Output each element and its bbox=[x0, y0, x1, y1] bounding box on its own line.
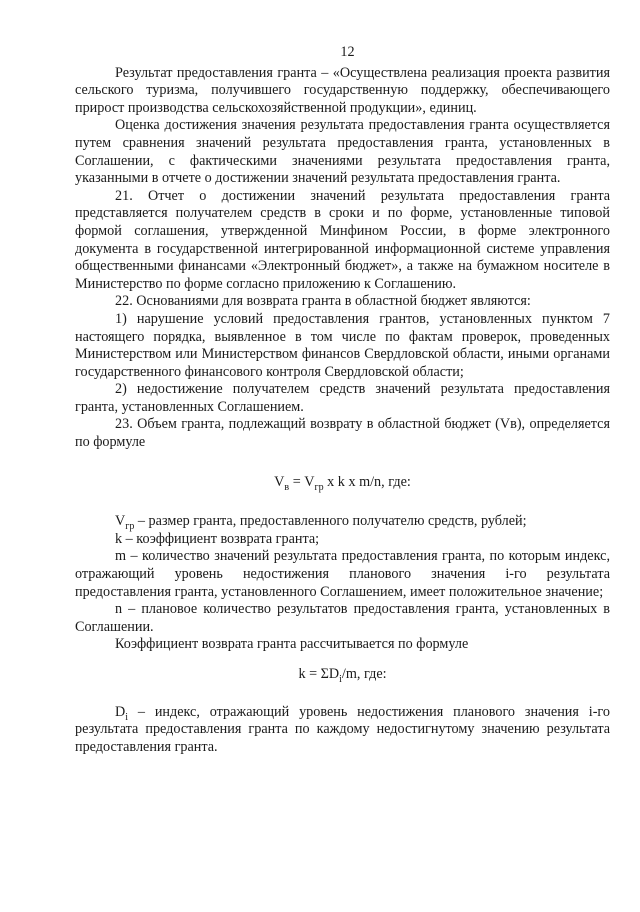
coefficient-intro: Коэффициент возврата гранта рассчитывается по формуле bbox=[115, 636, 469, 653]
definition-m: m – количество значений результата предоставления гранта, по которым индекс, отражающий уровень недостижения планового значения i-го результата предоставления гранта, установленного Соглашением, имеет положительное значение; bbox=[75, 548, 610, 600]
definition-k: k – коэффициент возврата гранта; bbox=[115, 530, 320, 547]
formula-coefficient: $k = \Sigma D_i/m$, где: bbox=[298, 666, 387, 685]
formula-refund-volume: $V_в = V_{гр}$ x k x m/n, где: bbox=[274, 473, 411, 493]
paragraph-22: 22. Основаниями для возврата гранта в областной бюджет являются: bbox=[115, 293, 531, 310]
paragraph-21: 21. Отчет о достижении значений результата предоставления гранта представляется получателем средств в сроки и по форме, установленные типовой формой соглашения, утвержденной Минфином России, в форме электронного документа в государственной интегрированной информационной системе управления общественными финансами «Электронный бюджет», а также на бумажном носителе в Министерство по форме согласно приложению к Соглашению. bbox=[75, 187, 610, 292]
paragraph-23: 23. Объем гранта, подлежащий возврату в областной бюджет (Vв), определяется по формуле bbox=[75, 416, 610, 451]
definition-di: $D_i$ – индекс, отражающий уровень недостижения планового значения i-го результата предоставления гранта по каждому недостигнутому значению результата предоставления гранта. bbox=[75, 703, 610, 755]
paragraph-result: Результат предоставления гранта – «Осуществлена реализация проекта развития сельского туризма, получившего государственную поддержку, обеспечивающего прирост производства сельскохозяйственной продукции», единиц. bbox=[75, 64, 610, 116]
paragraph-22-item-1: 1) нарушение условий предоставления грантов, установленных пунктом 7 настоящего порядка, выявленное в том числе по фактам проверок, проведенных Министерством или Министерством финансов Свердловской области, иными органами государственного финансового контроля Свердловской области; bbox=[75, 310, 610, 380]
paragraph-22-item-2: 2) недостижение получателем средств значений результата предоставления гранта, установленных Соглашением. bbox=[75, 381, 610, 415]
paragraph-assessment: Оценка достижения значения результата предоставления гранта осуществляется путем сравнения значений результата предоставления гранта, установленных в Соглашении, с фактическими значениями результата предоставления гранта, указанными в отчете о достижении значений результата предоставления гранта. bbox=[75, 117, 610, 187]
definition-n: n – плановое количество результатов предоставления гранта, установленных в Соглашении. bbox=[75, 601, 610, 635]
definition-vgr: $V_{гр}$ – размер гранта, предоставленного получателю средств, рублей; bbox=[115, 513, 527, 533]
page-number: 12 bbox=[340, 44, 355, 60]
